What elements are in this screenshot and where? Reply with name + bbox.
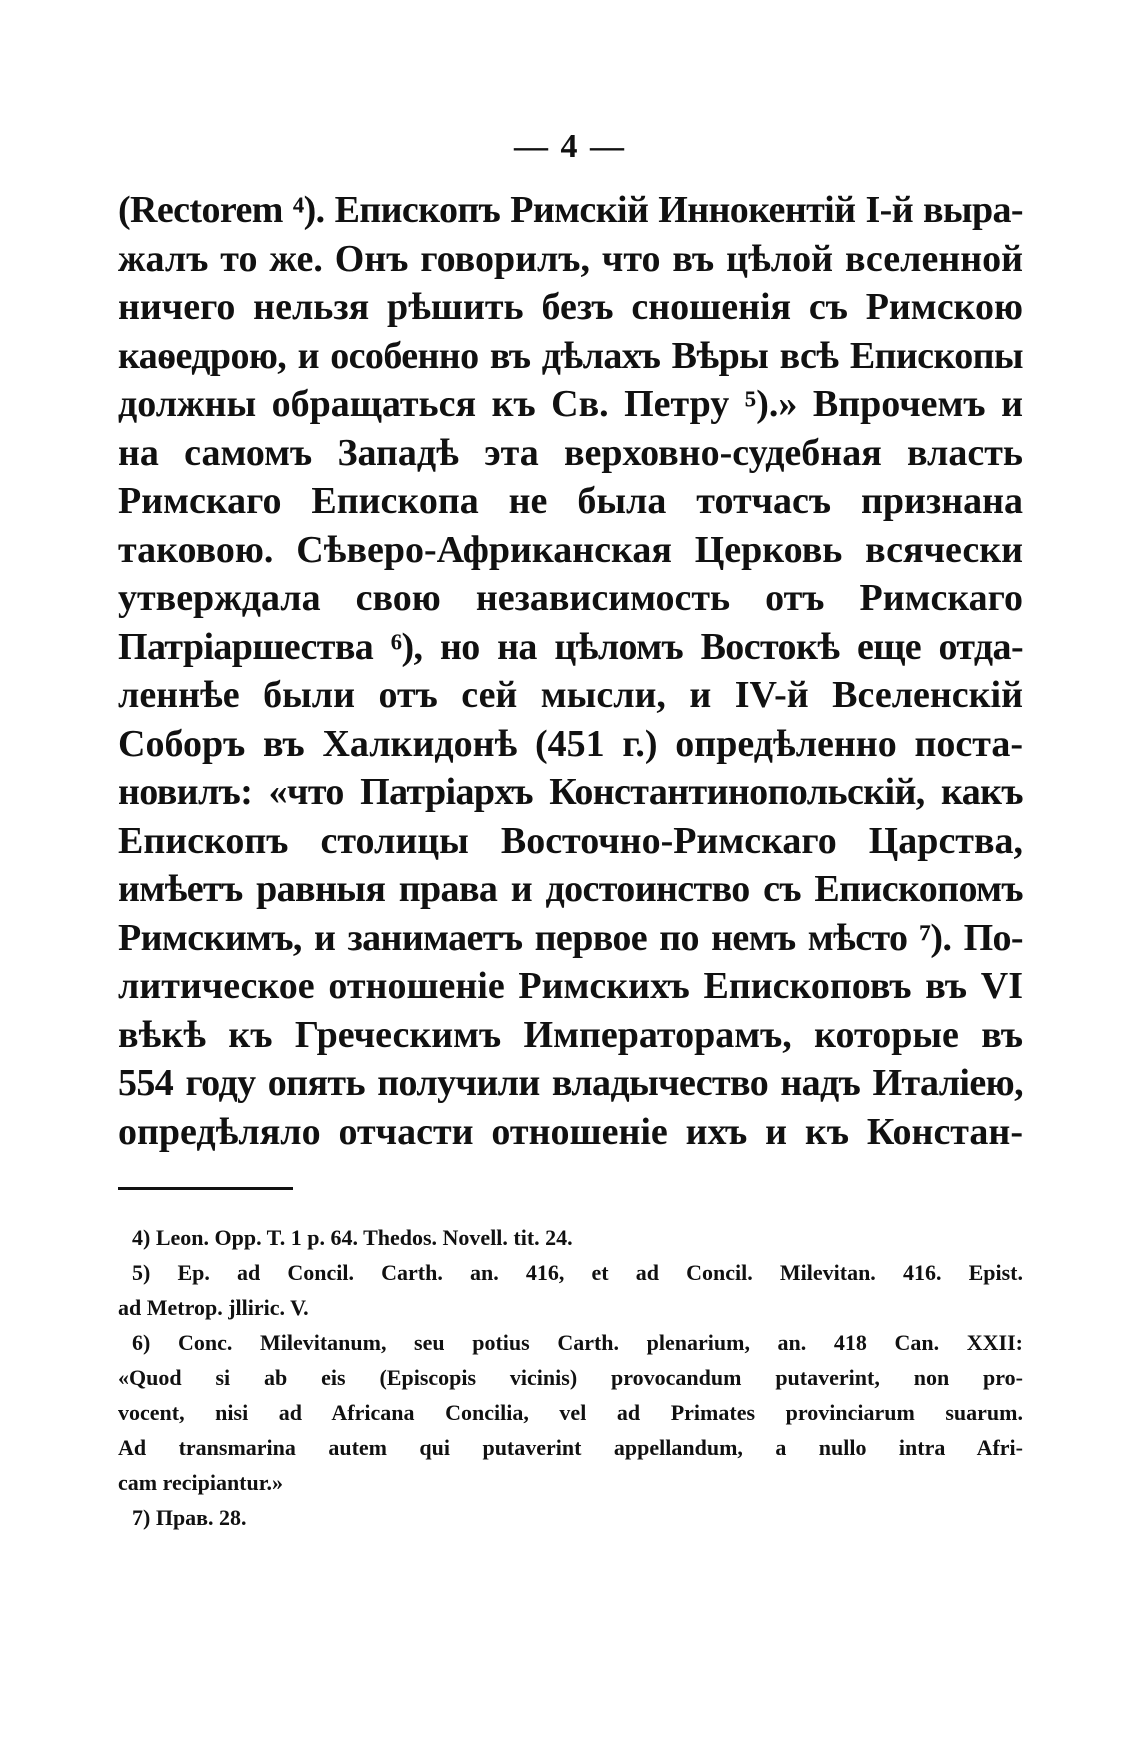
- text-line: Римскаго Епископа не была тотчасъ признана: [118, 480, 1023, 522]
- footnote-line: 6) Conc. Milevitanum, seu potius Carth. plenarium, an. 418 Can. XXII:: [132, 1330, 1023, 1355]
- text-line: вѣкѣ къ Греческимъ Императорамъ, которые въ: [118, 1013, 1023, 1056]
- text-line: Патріаршества ⁶), но на цѣломъ Востокѣ еще отда-: [118, 625, 1023, 668]
- text-line: каѳедрою, и особенно въ дѣлахъ Вѣры всѣ Епископы: [118, 334, 1023, 377]
- text-line: леннѣе были отъ сей мысли, и IV-й Вселенскій: [118, 674, 1023, 716]
- text-line: ничего нельзя рѣшить безъ сношенія съ Римскою: [118, 286, 1023, 328]
- text-line: Епископъ столицы Восточно-Римскаго Царства,: [118, 819, 1023, 862]
- footnote-line: vocent, nisi ad Africana Concilia, vel ad Primates provinciarum suarum.: [118, 1400, 1023, 1425]
- footnote-line: 7) Прав. 28.: [132, 1505, 247, 1530]
- footnotes: [118, 1220, 1023, 1535]
- footnote-line: ad Metrop. jlliric. V.: [118, 1295, 309, 1320]
- footnote-line: 4) Leon. Opp. T. 1 p. 64. Thedos. Novell. tit. 24.: [132, 1225, 573, 1250]
- footnote-divider: [118, 1187, 293, 1190]
- text-line: имѣетъ равныя права и достоинство съ Епископомъ: [118, 868, 1023, 910]
- text-line: литическое отношеніе Римскихъ Епископовъ въ VI: [118, 965, 1023, 1007]
- text-line: жалъ то же. Онъ говорилъ, что въ цѣлой вселенной: [118, 237, 1023, 280]
- text-line: (Rectorem ⁴). Епископъ Римскій Иннокентій I-й выра-: [118, 189, 1023, 231]
- footnote-line: Ad transmarina autem qui putaverint appellandum, a nullo intra Afri-: [118, 1435, 1023, 1460]
- footnote-line: «Quod si ab eis (Episcopis vicinis) provocandum putaverint, non pro-: [118, 1365, 1023, 1390]
- text-line: на самомъ Западѣ эта верховно-судебная власть: [118, 431, 1023, 474]
- text-line: 554 году опять получили владычество надъ Италіею,: [118, 1062, 1023, 1104]
- text-line: должны обращаться къ Св. Петру ⁵).» Впрочемъ и: [118, 383, 1023, 425]
- page-number: — 4 —: [514, 128, 626, 165]
- text-line: опредѣляло отчасти отношеніе ихъ и къ Констан-: [118, 1110, 1023, 1153]
- text-line: новилъ: «что Патріархъ Константинопольскій, какъ: [118, 771, 1023, 813]
- main-text: [118, 186, 1023, 1156]
- text-line: Соборъ въ Халкидонѣ (451 г.) опредѣленно поста-: [118, 722, 1023, 765]
- text-line: утверждала свою независимость отъ Римскаго: [118, 577, 1023, 619]
- text-line: таковою. Сѣверо-Африканская Церковь всячески: [118, 528, 1023, 571]
- footnote-line: cam recipiantur.»: [118, 1470, 283, 1495]
- text-line: Римскимъ, и занимаетъ первое по немъ мѣсто ⁷). По-: [118, 916, 1023, 959]
- footnote-line: 5) Ep. ad Concil. Carth. an. 416, et ad Concil. Milevitan. 416. Epist.: [132, 1260, 1023, 1285]
